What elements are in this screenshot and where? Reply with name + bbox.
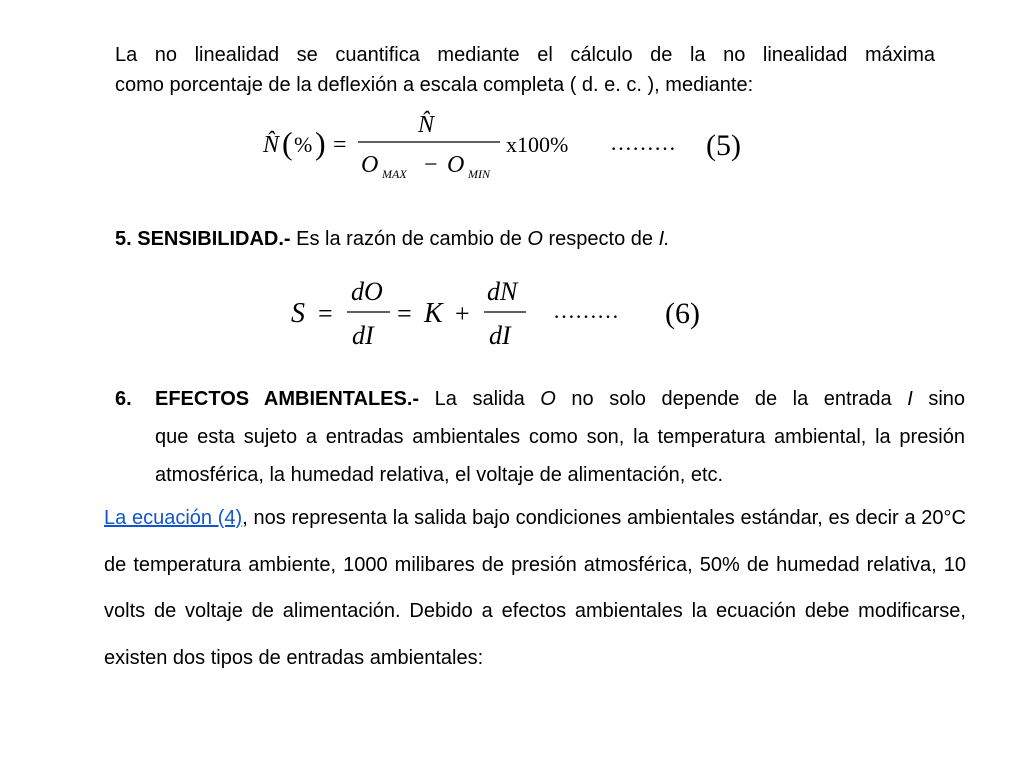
eq5-dots: ……… bbox=[610, 130, 676, 155]
intro-line-2: como porcentaje de la deflexión a escala completa ( d. e. c. ), mediante: bbox=[115, 74, 754, 96]
equation-6 bbox=[291, 277, 700, 350]
section-6-number: 6. bbox=[115, 388, 132, 410]
section-6-title: EFECTOS AMBIENTALES.- bbox=[155, 388, 420, 410]
eq6-equals-1: = bbox=[318, 299, 333, 328]
eq6-equals-2: = bbox=[397, 299, 412, 328]
eq6-k: K bbox=[424, 298, 443, 329]
equation-4-link[interactable]: La ecuación (4) bbox=[104, 507, 243, 529]
eq5-numerator: N̂ bbox=[418, 112, 435, 138]
section-5-var-o: O bbox=[527, 228, 543, 250]
section-5-number: 5. bbox=[115, 228, 132, 250]
eq5-denom-sub-max: MAX bbox=[382, 167, 407, 181]
eq6-num-do: dO bbox=[351, 277, 383, 306]
eq5-lhs-paren-close: ) bbox=[315, 125, 326, 161]
section-5-title: SENSIBILIDAD.- bbox=[137, 228, 291, 250]
eq5-lhs-paren-open: ( bbox=[282, 125, 293, 161]
section-5-text-b: respecto de bbox=[542, 228, 659, 250]
eq5-denom-o-min: O bbox=[447, 152, 465, 178]
eq6-lhs-s: S bbox=[291, 298, 305, 329]
section-5-var-i: I. bbox=[658, 228, 670, 250]
section-5-text-a: Es la razón de cambio de bbox=[290, 228, 528, 250]
eq6-den-di-1: dI bbox=[352, 321, 374, 350]
eq6-plus: + bbox=[455, 299, 470, 328]
eq6-dots: ……… bbox=[553, 298, 619, 323]
eq5-lhs-percent: % bbox=[294, 132, 313, 157]
eq6-den-di-2: dI bbox=[489, 321, 511, 350]
section-6-var-o: O bbox=[540, 388, 556, 410]
eq5-lhs-symbol: N̂ bbox=[263, 132, 280, 158]
section-5-heading bbox=[115, 225, 670, 253]
eq5-times-100-percent: x100% bbox=[506, 132, 569, 157]
section-6-continuation: que esta sujeto a entradas ambientales como son, la temperatura ambiental, la presión atmosférica, la humedad relativa, el voltaje de alimentación, etc. bbox=[155, 426, 965, 486]
section-6-first-line: EFECTOS AMBIENTALES.- La salida O no solo depende de la entrada I sino bbox=[155, 388, 966, 410]
intro-line-1: La no linealidad se cuantifica mediante el cálculo de la no linealidad máxima bbox=[115, 44, 935, 66]
eq5-denom-sub-min: MIN bbox=[468, 167, 490, 181]
eq5-denom-o-max: O bbox=[361, 152, 379, 178]
eq6-num-dn: dN bbox=[487, 277, 518, 306]
eq5-number: (5) bbox=[706, 129, 741, 162]
eq6-number: (6) bbox=[665, 297, 700, 330]
closing-paragraph bbox=[104, 495, 966, 681]
section-6 bbox=[115, 380, 965, 494]
closing-paragraph-text: , nos representa la salida bajo condiciones ambientales estándar, es decir a 20°C de temperatura ambiente, 1000 milibares de presión atmosférica, 50% de humedad relativa, 10 volts de voltaje de alimentación. Debido a efectos ambientales la ecuación debe modificarse, existen dos tipos de entradas ambientales: bbox=[104, 507, 966, 669]
section-6-var-i: I bbox=[907, 388, 913, 410]
eq5-denom-minus: − bbox=[424, 152, 438, 178]
eq5-equals: = bbox=[333, 132, 347, 158]
section-6-body bbox=[155, 380, 965, 494]
